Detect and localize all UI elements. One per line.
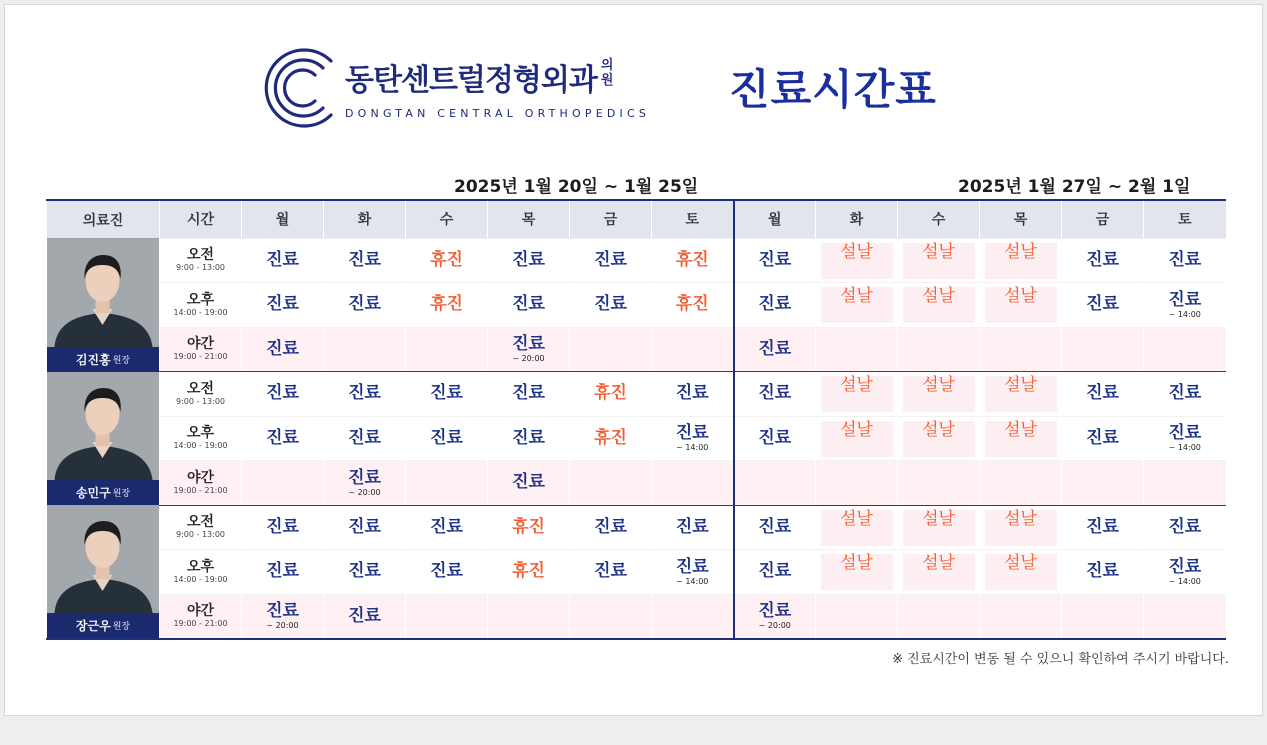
schedule-cell bbox=[488, 416, 570, 461]
schedule-status: 진료 bbox=[758, 427, 792, 448]
schedule-status: 진료 bbox=[758, 516, 792, 537]
schedule-row bbox=[47, 283, 1226, 328]
schedule-cell bbox=[980, 283, 1062, 328]
schedule-cell bbox=[816, 461, 898, 506]
schedule-cell bbox=[734, 416, 816, 461]
schedule-cell bbox=[980, 416, 1062, 461]
schedule-cell bbox=[1062, 238, 1144, 283]
schedule-status: 진료 bbox=[675, 423, 709, 444]
col-day: 월 bbox=[242, 200, 324, 238]
page-title: 진료시간표 bbox=[729, 65, 937, 114]
schedule-status: 진료 bbox=[348, 467, 381, 488]
schedule-status: 진료 bbox=[266, 516, 299, 537]
period-cell bbox=[160, 594, 242, 639]
schedule-row bbox=[47, 461, 1226, 506]
schedule-status: 진료 bbox=[1086, 383, 1119, 404]
schedule-note: ~ 14:00 bbox=[1168, 576, 1201, 586]
schedule-note: ~ 20:00 bbox=[266, 621, 299, 631]
schedule-status: 설날 bbox=[922, 419, 955, 440]
header-row bbox=[47, 200, 1226, 238]
schedule-status: 설날 bbox=[840, 419, 873, 440]
holiday-box bbox=[821, 510, 893, 546]
schedule-cell bbox=[242, 372, 324, 417]
doctor-name-tag bbox=[47, 347, 159, 372]
schedule-cell bbox=[898, 594, 980, 639]
schedule-cell bbox=[242, 461, 324, 506]
schedule-status: 진료 bbox=[512, 249, 545, 270]
schedule-status: 설날 bbox=[840, 375, 873, 396]
holiday-box bbox=[821, 376, 893, 412]
doctor-photo bbox=[47, 239, 159, 347]
holiday-box bbox=[985, 376, 1057, 412]
schedule-cell bbox=[898, 283, 980, 328]
schedule-status: 진료 bbox=[1168, 516, 1202, 537]
schedule-cell bbox=[242, 327, 324, 372]
schedule-cell bbox=[324, 550, 406, 595]
col-day: 수 bbox=[898, 200, 980, 238]
holiday-box bbox=[821, 243, 893, 279]
brand-english: DONGTAN CENTRAL ORTHOPEDICS bbox=[345, 107, 651, 120]
period-label: 오전 bbox=[186, 380, 215, 397]
schedule-cell bbox=[980, 461, 1062, 506]
schedule-status: 진료 bbox=[348, 294, 381, 315]
schedule-cell bbox=[898, 416, 980, 461]
schedule-cell bbox=[324, 505, 406, 550]
schedule-status: 진료 bbox=[348, 427, 381, 448]
col-day: 화 bbox=[816, 200, 898, 238]
schedule-status: 진료 bbox=[1168, 556, 1202, 577]
schedule-cell bbox=[406, 238, 488, 283]
schedule-cell bbox=[816, 416, 898, 461]
schedule-cell bbox=[734, 238, 816, 283]
schedule-cell bbox=[1062, 461, 1144, 506]
brand-suffix-1: 의 bbox=[600, 58, 613, 73]
period-label: 야간 bbox=[186, 469, 215, 486]
doctor-role: 원장 bbox=[112, 489, 131, 499]
schedule-row bbox=[47, 416, 1226, 461]
schedule-cell bbox=[324, 238, 406, 283]
schedule-status: 진료 bbox=[594, 516, 627, 537]
period-label: 오전 bbox=[186, 514, 215, 531]
schedule-note: ~ 20:00 bbox=[512, 354, 545, 364]
holiday-box bbox=[903, 554, 975, 590]
schedule-status: 설날 bbox=[1004, 375, 1037, 396]
schedule-cell bbox=[488, 461, 570, 506]
schedule-cell bbox=[980, 550, 1062, 595]
schedule-row bbox=[47, 505, 1226, 550]
schedule-status: 진료 bbox=[594, 561, 627, 582]
schedule-status: 진료 bbox=[266, 383, 299, 404]
period-cell bbox=[160, 327, 242, 372]
doctor-role: 원장 bbox=[112, 355, 131, 366]
schedule-cell bbox=[980, 327, 1062, 372]
holiday-box bbox=[903, 376, 975, 412]
schedule-cell bbox=[652, 594, 734, 639]
schedule-cell bbox=[1144, 372, 1226, 417]
col-day: 화 bbox=[324, 200, 406, 238]
schedule-cell bbox=[734, 327, 816, 372]
holiday-box bbox=[985, 554, 1057, 590]
schedule-status: 진료 bbox=[430, 427, 463, 448]
schedule-cell bbox=[734, 283, 816, 328]
schedule-status: 진료 bbox=[675, 516, 709, 537]
col-day: 금 bbox=[1062, 200, 1144, 238]
schedule-status: 휴진 bbox=[430, 294, 463, 315]
schedule-status: 진료 bbox=[348, 383, 381, 404]
clinic-c-logo-icon bbox=[257, 45, 339, 131]
col-day: 토 bbox=[1144, 200, 1226, 238]
schedule-status: 진료 bbox=[758, 601, 792, 622]
schedule-row bbox=[47, 238, 1226, 283]
schedule-status: 설날 bbox=[1004, 419, 1037, 440]
period-cell bbox=[160, 461, 242, 506]
period-hours: 9:00 - 13:00 bbox=[176, 263, 225, 273]
schedule-cell bbox=[324, 327, 406, 372]
schedule-cell bbox=[980, 505, 1062, 550]
schedule-cell bbox=[242, 416, 324, 461]
schedule-status: 진료 bbox=[512, 294, 545, 315]
schedule-cell bbox=[488, 283, 570, 328]
schedule-status: 진료 bbox=[512, 427, 545, 448]
schedule-cell bbox=[1144, 550, 1226, 595]
schedule-cell bbox=[570, 550, 652, 595]
schedule-cell bbox=[324, 416, 406, 461]
schedule-cell bbox=[570, 283, 652, 328]
schedule-cell bbox=[242, 238, 324, 283]
schedule-cell bbox=[488, 238, 570, 283]
col-day: 수 bbox=[406, 200, 488, 238]
doctor-card bbox=[47, 372, 160, 506]
schedule-status: 설날 bbox=[840, 286, 873, 307]
period-label: 오후 bbox=[186, 291, 215, 308]
schedule-status: 진료 bbox=[266, 561, 299, 582]
schedule-cell bbox=[242, 283, 324, 328]
schedule-note: ~ 20:00 bbox=[348, 487, 381, 497]
schedule-status: 진료 bbox=[348, 605, 381, 626]
schedule-row bbox=[47, 327, 1226, 372]
period-hours: 19:00 - 21:00 bbox=[173, 352, 228, 362]
col-day: 월 bbox=[734, 200, 816, 238]
schedule-status: 설날 bbox=[1004, 286, 1037, 307]
schedule-cell bbox=[1062, 327, 1144, 372]
schedule-status: 진료 bbox=[266, 249, 299, 270]
period-label: 오후 bbox=[186, 558, 215, 575]
schedule-cell bbox=[406, 283, 488, 328]
schedule-row bbox=[47, 372, 1226, 417]
period-label: 오전 bbox=[186, 247, 215, 264]
schedule-cell bbox=[652, 283, 734, 328]
period-hours: 14:00 - 19:00 bbox=[173, 574, 228, 584]
schedule-cell bbox=[488, 550, 570, 595]
schedule-status: 진료 bbox=[512, 334, 545, 355]
col-day: 목 bbox=[980, 200, 1062, 238]
week-1-label: 2025년 1월 20일 ~ 1월 25일 bbox=[454, 177, 699, 197]
schedule-status: 설날 bbox=[840, 508, 873, 529]
schedule-cell bbox=[1144, 327, 1226, 372]
schedule-status: 진료 bbox=[1168, 249, 1202, 270]
schedule-cell bbox=[488, 327, 570, 372]
schedule-cell bbox=[652, 505, 734, 550]
schedule-status: 진료 bbox=[1086, 516, 1119, 537]
period-cell bbox=[160, 416, 242, 461]
schedule-status: 휴진 bbox=[594, 427, 627, 448]
schedule-status: 진료 bbox=[1168, 423, 1202, 444]
schedule-cell bbox=[488, 505, 570, 550]
doctor-name: 송민구 bbox=[75, 486, 111, 500]
schedule-status: 진료 bbox=[758, 383, 792, 404]
schedule-cell bbox=[1144, 505, 1226, 550]
brand-suffix-2: 원 bbox=[600, 73, 613, 88]
schedule-status: 진료 bbox=[266, 338, 299, 359]
schedule-cell bbox=[242, 505, 324, 550]
schedule-cell bbox=[1144, 238, 1226, 283]
schedule-cell bbox=[652, 327, 734, 372]
schedule-cell bbox=[652, 550, 734, 595]
schedule-cell bbox=[406, 327, 488, 372]
schedule-status: 설날 bbox=[1004, 508, 1037, 529]
schedule-cell bbox=[898, 461, 980, 506]
schedule-cell bbox=[570, 594, 652, 639]
schedule-cell bbox=[816, 327, 898, 372]
doctor-role: 원장 bbox=[112, 622, 131, 632]
period-hours: 9:00 - 13:00 bbox=[176, 396, 225, 406]
schedule-cell bbox=[324, 461, 406, 506]
schedule-cell bbox=[652, 461, 734, 506]
holiday-box bbox=[821, 287, 893, 323]
schedule-cell bbox=[570, 505, 652, 550]
col-day: 금 bbox=[570, 200, 652, 238]
schedule-cell bbox=[570, 327, 652, 372]
doctor-photo bbox=[47, 372, 159, 480]
schedule-row bbox=[47, 594, 1226, 639]
schedule-status: 진료 bbox=[1086, 427, 1119, 448]
schedule-status: 진료 bbox=[1168, 289, 1202, 310]
schedule-status: 설날 bbox=[922, 375, 955, 396]
holiday-box bbox=[903, 510, 975, 546]
schedule-cell bbox=[1062, 505, 1144, 550]
schedule-cell bbox=[816, 372, 898, 417]
schedule-status: 진료 bbox=[675, 383, 709, 404]
doctor-card bbox=[47, 238, 160, 372]
schedule-status: 진료 bbox=[675, 556, 709, 577]
schedule-cell bbox=[734, 594, 816, 639]
schedule-cell bbox=[242, 594, 324, 639]
schedule-cell bbox=[734, 550, 816, 595]
schedule-status: 진료 bbox=[594, 294, 627, 315]
holiday-box bbox=[985, 287, 1057, 323]
schedule-status: 진료 bbox=[348, 516, 381, 537]
period-cell bbox=[160, 238, 242, 283]
schedule-cell bbox=[406, 372, 488, 417]
schedule-status: 진료 bbox=[348, 561, 381, 582]
schedule-status: 진료 bbox=[266, 601, 299, 622]
schedule-status: 설날 bbox=[922, 553, 955, 574]
schedule-row bbox=[47, 550, 1226, 595]
schedule-cell bbox=[406, 505, 488, 550]
schedule-cell bbox=[242, 550, 324, 595]
schedule-status: 진료 bbox=[1168, 383, 1202, 404]
schedule-status: 휴진 bbox=[675, 249, 709, 270]
period-cell bbox=[160, 283, 242, 328]
doctor-name: 김진홍 bbox=[75, 352, 111, 367]
schedule-cell bbox=[734, 372, 816, 417]
week-2-label: 2025년 1월 27일 ~ 2월 1일 bbox=[958, 177, 1191, 197]
holiday-box bbox=[985, 510, 1057, 546]
schedule-cell bbox=[1144, 283, 1226, 328]
holiday-box bbox=[985, 421, 1057, 457]
schedule-status: 진료 bbox=[266, 427, 299, 448]
schedule-cell bbox=[652, 416, 734, 461]
col-time: 시간 bbox=[160, 200, 242, 238]
period-hours: 19:00 - 21:00 bbox=[173, 485, 228, 495]
schedule-status: 설날 bbox=[922, 241, 955, 262]
period-hours: 19:00 - 21:00 bbox=[173, 619, 228, 629]
schedule-status: 진료 bbox=[266, 294, 299, 315]
doctor-photo bbox=[47, 505, 159, 613]
schedule-cell bbox=[570, 238, 652, 283]
schedule-cell bbox=[816, 594, 898, 639]
schedule-status: 휴진 bbox=[512, 561, 545, 582]
schedule-cell bbox=[898, 505, 980, 550]
schedule-status: 설날 bbox=[922, 508, 955, 529]
schedule-status: 설날 bbox=[1004, 553, 1037, 574]
schedule-status: 진료 bbox=[348, 249, 381, 270]
schedule-cell bbox=[980, 372, 1062, 417]
schedule-cell bbox=[570, 461, 652, 506]
schedule-status: 휴진 bbox=[512, 516, 545, 537]
doctor-name: 장근우 bbox=[75, 619, 111, 633]
holiday-box bbox=[821, 421, 893, 457]
schedule-cell bbox=[898, 238, 980, 283]
brand-block bbox=[345, 55, 705, 125]
schedule-cell bbox=[1062, 416, 1144, 461]
schedule-status: 진료 bbox=[512, 383, 545, 404]
col-staff: 의료진 bbox=[47, 200, 160, 238]
schedule-cell bbox=[570, 372, 652, 417]
period-hours: 14:00 - 19:00 bbox=[173, 307, 228, 317]
schedule-cell bbox=[1144, 594, 1226, 639]
schedule-status: 휴진 bbox=[675, 294, 709, 315]
schedule-cell bbox=[324, 372, 406, 417]
schedule-cell bbox=[652, 372, 734, 417]
schedule-note: ~ 14:00 bbox=[1168, 309, 1201, 319]
schedule-cell bbox=[570, 416, 652, 461]
schedule-cell bbox=[652, 238, 734, 283]
schedule-note: ~ 20:00 bbox=[758, 621, 791, 631]
schedule-note: ~ 14:00 bbox=[1168, 443, 1201, 453]
schedule-table bbox=[46, 199, 1226, 640]
period-hours: 14:00 - 19:00 bbox=[173, 441, 228, 451]
period-cell bbox=[160, 505, 242, 550]
doctor-name-tag bbox=[47, 480, 159, 505]
schedule-status: 설날 bbox=[840, 553, 873, 574]
schedule-cell bbox=[816, 550, 898, 595]
schedule-status: 진료 bbox=[758, 249, 792, 270]
schedule-cell bbox=[488, 594, 570, 639]
doctor-name-tag bbox=[47, 613, 159, 638]
schedule-status: 진료 bbox=[1086, 561, 1119, 582]
schedule-cell bbox=[324, 594, 406, 639]
schedule-status: 진료 bbox=[430, 383, 463, 404]
schedule-status: 휴진 bbox=[430, 249, 463, 270]
schedule-status: 진료 bbox=[758, 338, 792, 359]
schedule-status: 설날 bbox=[840, 241, 873, 262]
schedule-cell bbox=[734, 505, 816, 550]
schedule-cell bbox=[898, 372, 980, 417]
holiday-box bbox=[903, 243, 975, 279]
schedule-body bbox=[47, 238, 1226, 639]
brand-name-text: 동탄센트럴정형외과 bbox=[345, 63, 597, 98]
schedule-status: 진료 bbox=[758, 561, 792, 582]
schedule-status: 진료 bbox=[758, 294, 792, 315]
schedule-note: ~ 14:00 bbox=[676, 443, 709, 453]
holiday-box bbox=[903, 287, 975, 323]
schedule-cell bbox=[898, 327, 980, 372]
col-day: 토 bbox=[652, 200, 734, 238]
schedule-status: 진료 bbox=[430, 561, 463, 582]
schedule-status: 설날 bbox=[922, 286, 955, 307]
schedule-note: ~ 14:00 bbox=[676, 576, 709, 586]
schedule-cell bbox=[1062, 372, 1144, 417]
schedule-status: 진료 bbox=[1086, 294, 1119, 315]
period-label: 야간 bbox=[186, 603, 215, 620]
schedule-cell bbox=[980, 594, 1062, 639]
schedule-cell bbox=[1062, 283, 1144, 328]
schedule-status: 설날 bbox=[1004, 241, 1037, 262]
schedule-cell bbox=[1062, 594, 1144, 639]
schedule-cell bbox=[406, 461, 488, 506]
schedule-cell bbox=[1062, 550, 1144, 595]
footnote: ※ 진료시간이 변동 될 수 있으니 확인하여 주시기 바랍니다. bbox=[892, 652, 1229, 667]
schedule-cell bbox=[406, 416, 488, 461]
period-cell bbox=[160, 550, 242, 595]
schedule-cell bbox=[734, 461, 816, 506]
brand-name bbox=[345, 55, 705, 99]
schedule-cell bbox=[406, 550, 488, 595]
schedule-cell bbox=[1144, 416, 1226, 461]
schedule-cell bbox=[816, 283, 898, 328]
col-day: 목 bbox=[488, 200, 570, 238]
schedule-cell bbox=[980, 238, 1062, 283]
schedule-status: 진료 bbox=[430, 516, 463, 537]
period-label: 야간 bbox=[186, 336, 215, 353]
period-hours: 9:00 - 13:00 bbox=[176, 530, 225, 540]
schedule-cell bbox=[488, 372, 570, 417]
schedule-status: 휴진 bbox=[594, 383, 627, 404]
doctor-card bbox=[47, 505, 160, 639]
holiday-box bbox=[985, 243, 1057, 279]
schedule-cell bbox=[898, 550, 980, 595]
period-cell bbox=[160, 372, 242, 417]
schedule-status: 진료 bbox=[594, 249, 627, 270]
holiday-box bbox=[903, 421, 975, 457]
schedule-cell bbox=[816, 238, 898, 283]
schedule-cell bbox=[816, 505, 898, 550]
schedule-cell bbox=[1144, 461, 1226, 506]
schedule-status: 진료 bbox=[1086, 249, 1119, 270]
schedule-cell bbox=[324, 283, 406, 328]
brand-suffix bbox=[601, 58, 613, 88]
period-label: 오후 bbox=[186, 425, 215, 442]
holiday-box bbox=[821, 554, 893, 590]
schedule-cell bbox=[406, 594, 488, 639]
schedule-status: 진료 bbox=[512, 472, 545, 493]
